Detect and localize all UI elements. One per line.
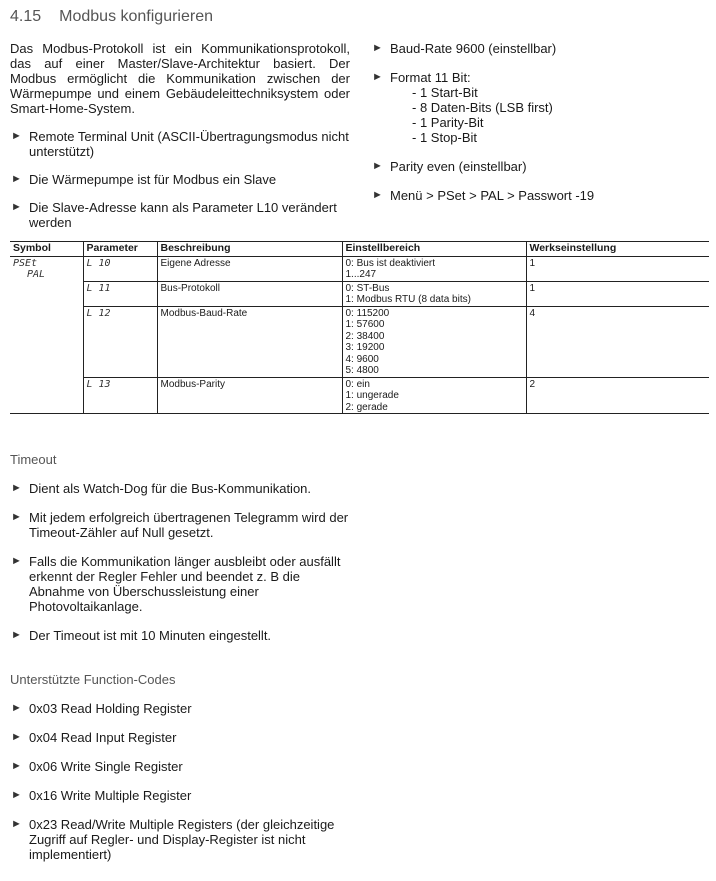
list-item: ► 0x16 Write Multiple Register	[11, 788, 192, 803]
table-row	[10, 377, 709, 414]
section-heading	[10, 8, 213, 26]
section-title: Modbus konfigurieren	[59, 8, 214, 25]
list-item: - 1 Start-Bit	[412, 85, 478, 100]
list-item: ► Remote Terminal Unit (ASCII-Übertragungsmodus nicht unterstützt)	[11, 129, 349, 159]
parameter-range: 0: Bus ist deaktiviert 1...247	[342, 256, 526, 281]
list-item: ► 0x03 Read Holding Register	[11, 701, 192, 716]
arrow-bullet-icon: ►	[11, 555, 22, 567]
parameter-range: 0: 115200 1: 57600 2: 38400 3: 19200 4: 9600 5: 4800	[342, 306, 526, 377]
column-header-default: Werkseinstellung	[526, 242, 709, 257]
list-item: ► Die Slave-Adresse kann als Parameter L10 verändert werden	[11, 200, 337, 230]
list-item: ► Dient als Watch-Dog für die Bus-Kommunikation.	[11, 481, 312, 496]
table-row	[10, 306, 709, 377]
arrow-bullet-icon: ►	[11, 511, 22, 523]
list-item: ► Falls die Kommunikation länger ausbleibt oder ausfällt erkennt der Regler Fehler und beendet z. B die Abnahme von Überschussleistung einer Photovoltaikanlage.	[11, 554, 341, 614]
arrow-bullet-icon: ►	[372, 160, 383, 172]
column-header-symbol: Symbol	[10, 242, 83, 257]
arrow-bullet-icon: ►	[11, 201, 22, 213]
list-item: - 1 Parity-Bit	[412, 115, 484, 130]
arrow-bullet-icon: ►	[11, 731, 22, 743]
parameter-table	[10, 241, 709, 414]
table-row	[10, 256, 709, 281]
symbol-pal: PAL	[27, 269, 46, 280]
symbol-pset: PSEt	[13, 257, 38, 269]
parameter-range: 0: ST-Bus 1: Modbus RTU (8 data bits)	[342, 281, 526, 306]
parameter-default: 1	[526, 256, 709, 281]
parameter-code: L 11	[83, 281, 157, 306]
timeout-list	[10, 481, 350, 657]
list-item: ► 0x06 Write Single Register	[11, 759, 183, 774]
list-item: ► Mit jedem erfolgreich übertragenen Telegramm wird der Timeout-Zähler auf Null gesetzt.	[11, 510, 349, 540]
arrow-bullet-icon: ►	[11, 482, 22, 494]
list-item: ► 0x04 Read Input Register	[11, 730, 177, 745]
parameter-default: 4	[526, 306, 709, 377]
parameter-description: Modbus-Parity	[157, 377, 342, 414]
parameter-range: 0: ein 1: ungerade 2: gerade	[342, 377, 526, 414]
arrow-bullet-icon: ►	[11, 818, 22, 830]
column-header-range: Einstellbereich	[342, 242, 526, 257]
table-row	[10, 281, 709, 306]
timeout-heading: Timeout	[10, 452, 57, 467]
arrow-bullet-icon: ►	[11, 760, 22, 772]
list-item: ► Parity even (einstellbar)	[372, 159, 527, 174]
table-header-row	[10, 242, 709, 257]
column-header-description: Beschreibung	[157, 242, 342, 257]
list-item: ► Die Wärmepumpe ist für Modbus ein Slave	[11, 172, 277, 187]
parameter-code: L 13	[83, 377, 157, 414]
arrow-bullet-icon: ►	[11, 629, 22, 641]
parameter-default: 2	[526, 377, 709, 414]
parameter-description: Modbus-Baud-Rate	[157, 306, 342, 377]
modbus-properties-list-left	[10, 129, 350, 243]
list-item: - 8 Daten-Bits (LSB first)	[412, 100, 553, 115]
section-number: 4.15	[10, 8, 42, 25]
arrow-bullet-icon: ►	[372, 71, 383, 83]
parameter-code: L 10	[83, 256, 157, 281]
parameter-description: Bus-Protokoll	[157, 281, 342, 306]
function-codes-heading: Unterstützte Function-Codes	[10, 672, 176, 687]
arrow-bullet-icon: ►	[11, 702, 22, 714]
column-header-parameter: Parameter	[83, 242, 157, 257]
symbol-cell	[10, 256, 83, 414]
list-item: ► Format 11 Bit: - 1 Start-Bit - 8 Daten-Bits (LSB first) - 1 Parity-Bit - 1 Stop-Bit	[371, 70, 711, 145]
parameter-code: L 12	[83, 306, 157, 377]
arrow-bullet-icon: ►	[11, 789, 22, 801]
list-item: ► Menü > PSet > PAL > Passwort -19	[372, 188, 595, 203]
arrow-bullet-icon: ►	[372, 42, 383, 54]
list-item: - 1 Stop-Bit	[412, 130, 478, 145]
parameter-description: Eigene Adresse	[157, 256, 342, 281]
parameter-default: 1	[526, 281, 709, 306]
intro-paragraph: Das Modbus-Protokoll ist ein Kommunikationsprotokoll, das auf einer Master/Slave-Architektur basiert. Der Modbus ermöglicht die Kommunikation zwischen der Wärmepumpe und einem Gebäudeleittechniksystem oder Smart-Home-System.	[10, 41, 350, 116]
modbus-properties-list-right	[371, 41, 711, 217]
arrow-bullet-icon: ►	[11, 173, 22, 185]
function-codes-list	[10, 701, 350, 876]
list-item: ► Baud-Rate 9600 (einstellbar)	[372, 41, 557, 56]
format-bits-list	[390, 85, 711, 145]
list-item: ► 0x23 Read/Write Multiple Registers (der gleichzeitige Zugriff auf Regler- und Display-Register ist nicht implementiert)	[11, 817, 335, 862]
arrow-bullet-icon: ►	[11, 130, 22, 142]
arrow-bullet-icon: ►	[372, 189, 383, 201]
list-item: ► Der Timeout ist mit 10 Minuten eingestellt.	[11, 628, 272, 643]
